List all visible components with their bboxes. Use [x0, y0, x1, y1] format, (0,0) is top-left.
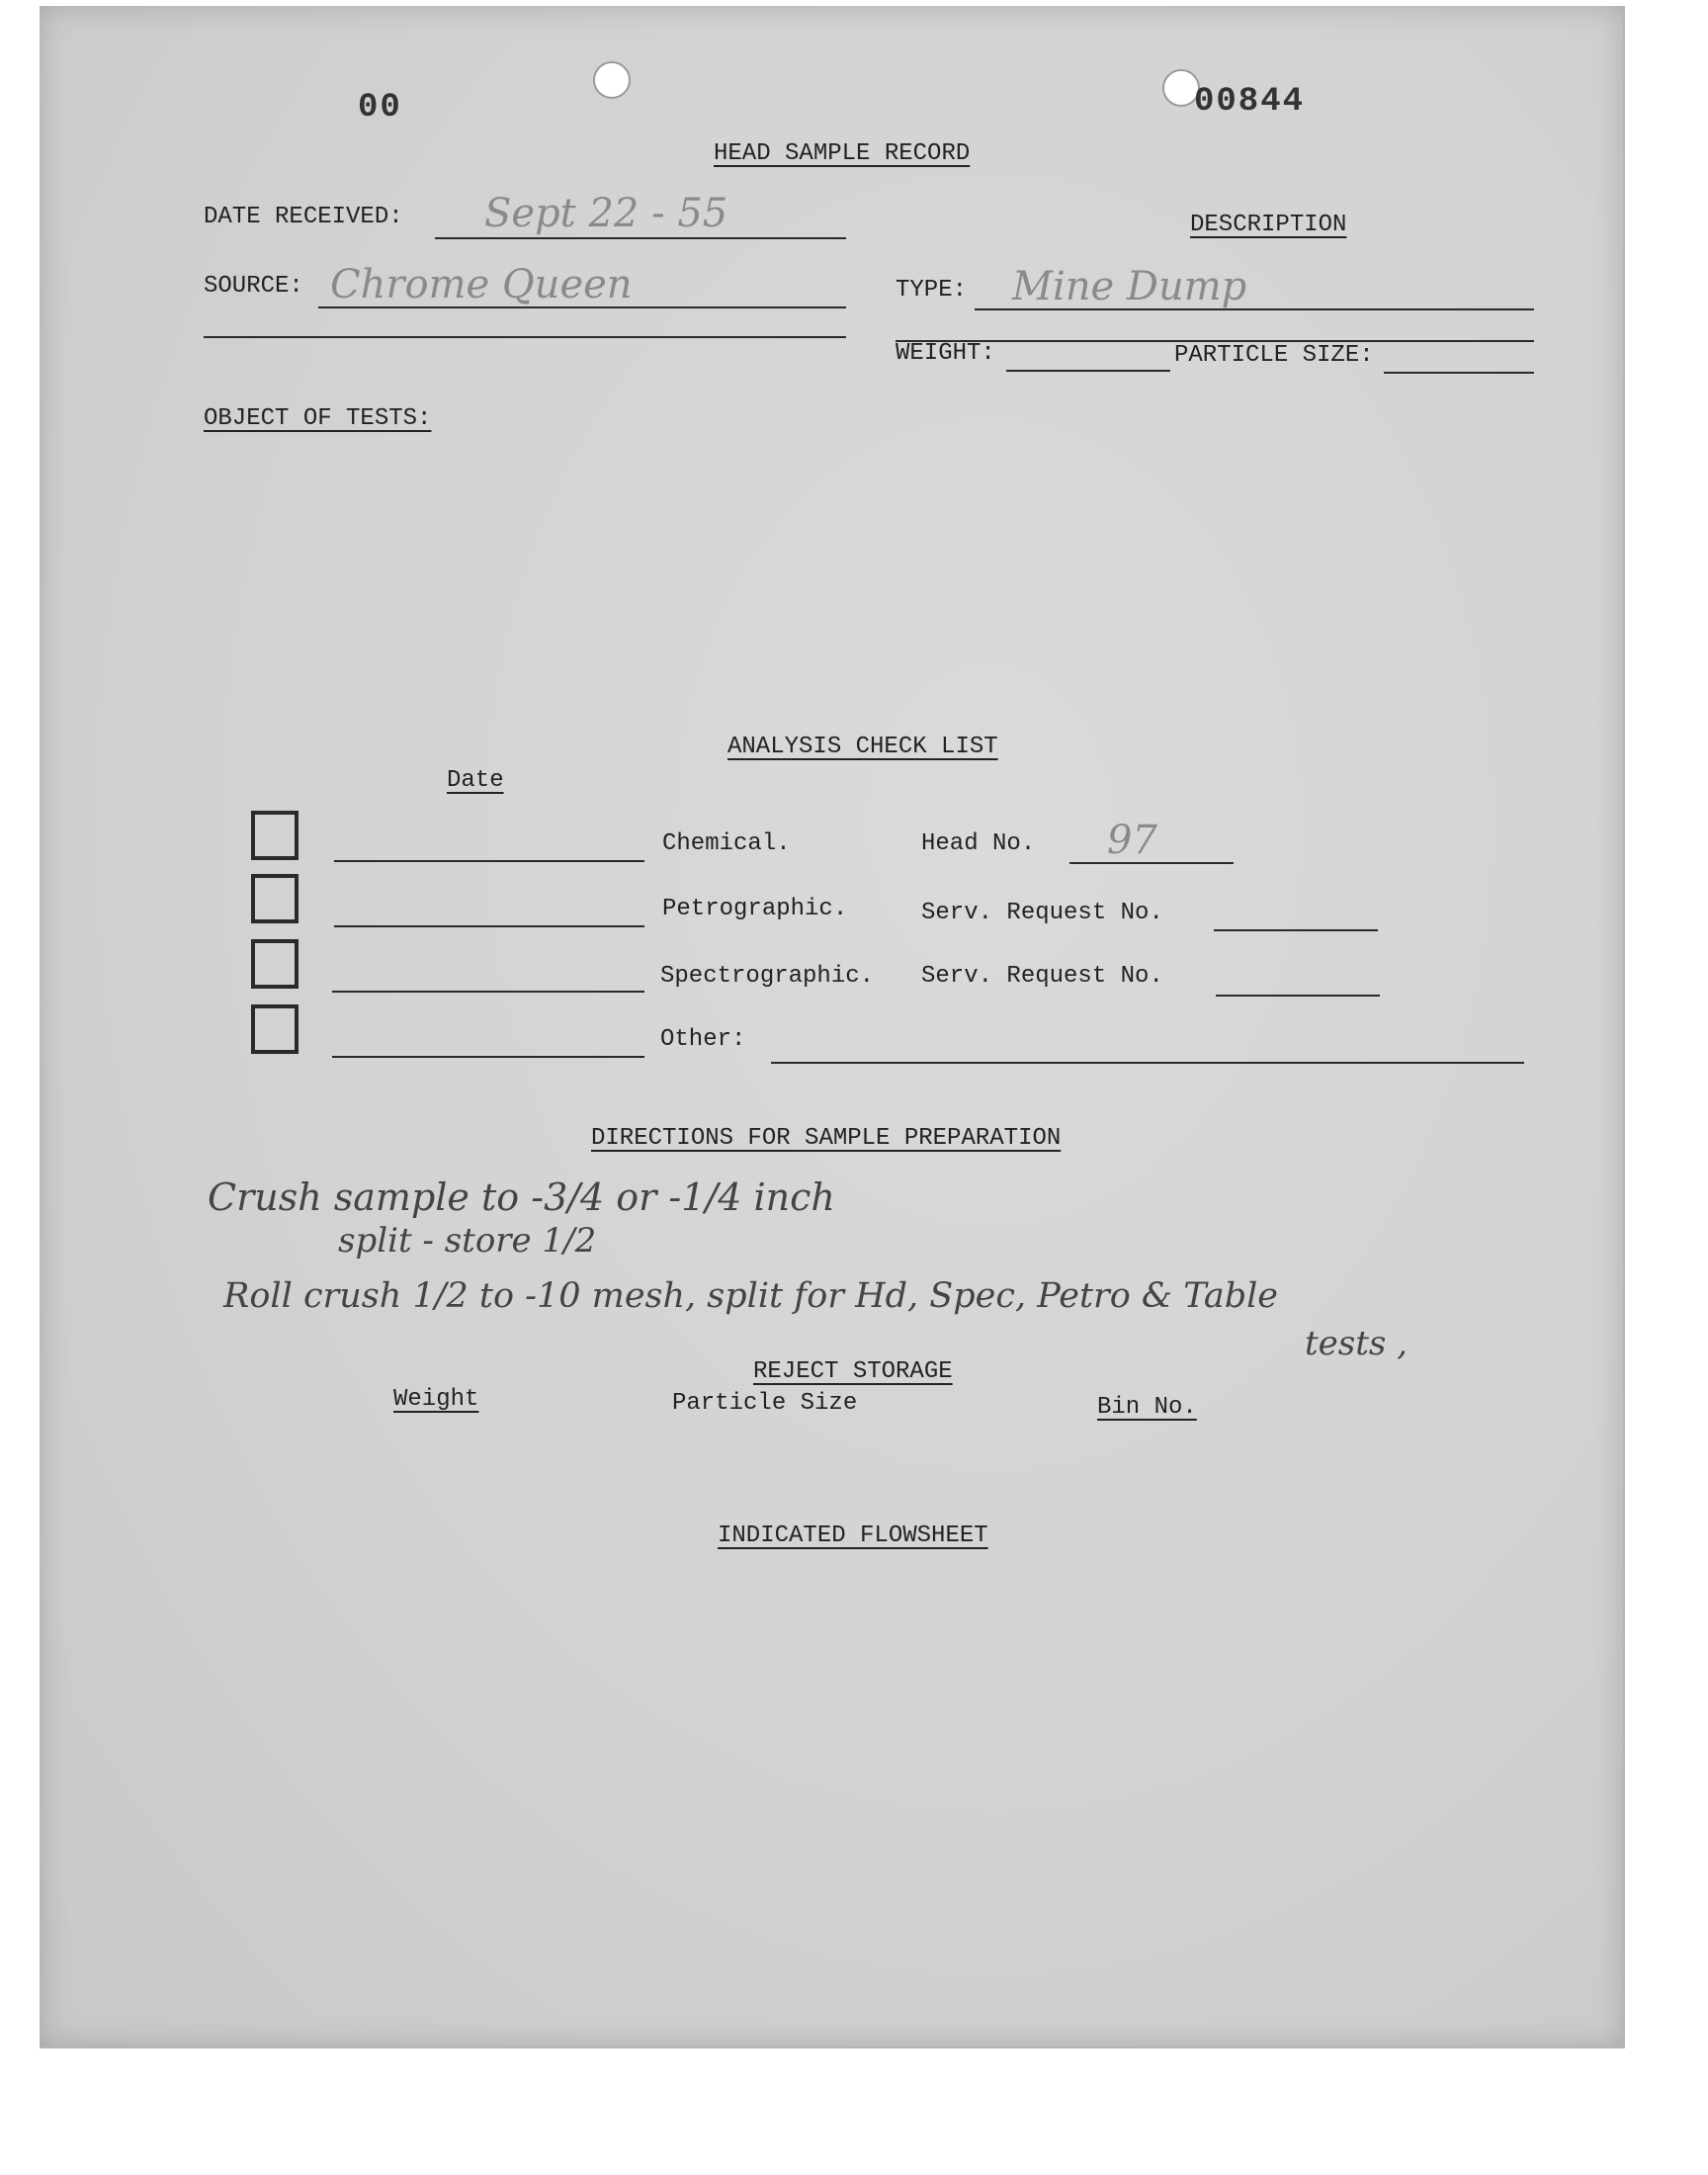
- reject-weight-label: Weight: [393, 1386, 479, 1413]
- document-number-left: 00: [358, 89, 402, 127]
- description-heading: DESCRIPTION: [1190, 212, 1347, 238]
- spectrographic-label: Spectrographic.: [660, 963, 875, 990]
- spectrographic-date-line: [332, 991, 644, 993]
- petrographic-checkbox[interactable]: [251, 874, 299, 923]
- directions-line-3: Roll crush 1/2 to -10 mesh, split for Hd, Spec, Petro & Table: [223, 1276, 1279, 1316]
- weight-line: [1006, 370, 1170, 372]
- spectrographic-checkbox[interactable]: [251, 939, 299, 989]
- other-checkbox[interactable]: [251, 1004, 299, 1054]
- directions-heading: DIRECTIONS FOR SAMPLE PREPARATION: [591, 1125, 1062, 1152]
- weight-label: WEIGHT:: [896, 340, 995, 367]
- directions-line-2: split - store 1/2: [338, 1221, 597, 1261]
- petrographic-request-line: [1214, 929, 1378, 931]
- spectrographic-request-label: Serv. Request No.: [921, 963, 1163, 990]
- other-label: Other:: [660, 1026, 746, 1053]
- source-label: SOURCE:: [204, 273, 303, 300]
- date-column-heading: Date: [447, 767, 504, 794]
- analysis-heading: ANALYSIS CHECK LIST: [727, 734, 998, 760]
- directions-line-4: tests ,: [1305, 1324, 1408, 1363]
- head-no-value: 97: [1107, 818, 1157, 863]
- document-number-right: 00844: [1194, 83, 1306, 121]
- other-line: [771, 1062, 1524, 1064]
- chemical-label: Chemical.: [662, 830, 791, 857]
- date-received-value: Sept 22 - 55: [484, 191, 728, 236]
- source-line-2: [204, 336, 846, 338]
- petrographic-date-line: [334, 925, 644, 927]
- petrographic-label: Petrographic.: [662, 896, 848, 922]
- other-date-line: [332, 1056, 644, 1058]
- object-of-tests-label: OBJECT OF TESTS:: [204, 405, 432, 432]
- particle-size-line: [1384, 372, 1534, 374]
- scanned-form-page: [40, 6, 1625, 2048]
- chemical-date-line: [334, 860, 644, 862]
- petrographic-request-label: Serv. Request No.: [921, 900, 1163, 926]
- reject-bin-label: Bin No.: [1097, 1394, 1197, 1421]
- reject-particle-size-label: Particle Size: [672, 1390, 858, 1417]
- type-value: Mine Dump: [1012, 264, 1247, 309]
- chemical-checkbox[interactable]: [251, 811, 299, 860]
- reject-storage-heading: REJECT STORAGE: [753, 1358, 953, 1385]
- punch-hole-left: [593, 61, 631, 99]
- date-received-line: [435, 237, 846, 239]
- indicated-flowsheet-heading: INDICATED FLOWSHEET: [718, 1522, 988, 1549]
- directions-line-1: Crush sample to -3/4 or -1/4 inch: [208, 1175, 835, 1219]
- date-received-label: DATE RECEIVED:: [204, 204, 403, 230]
- spectrographic-request-line: [1216, 995, 1380, 997]
- form-title: HEAD SAMPLE RECORD: [714, 140, 971, 167]
- type-label: TYPE:: [896, 277, 968, 304]
- particle-size-label: PARTICLE SIZE:: [1174, 342, 1374, 369]
- source-value: Chrome Queen: [330, 262, 633, 307]
- head-no-label: Head No.: [921, 830, 1036, 857]
